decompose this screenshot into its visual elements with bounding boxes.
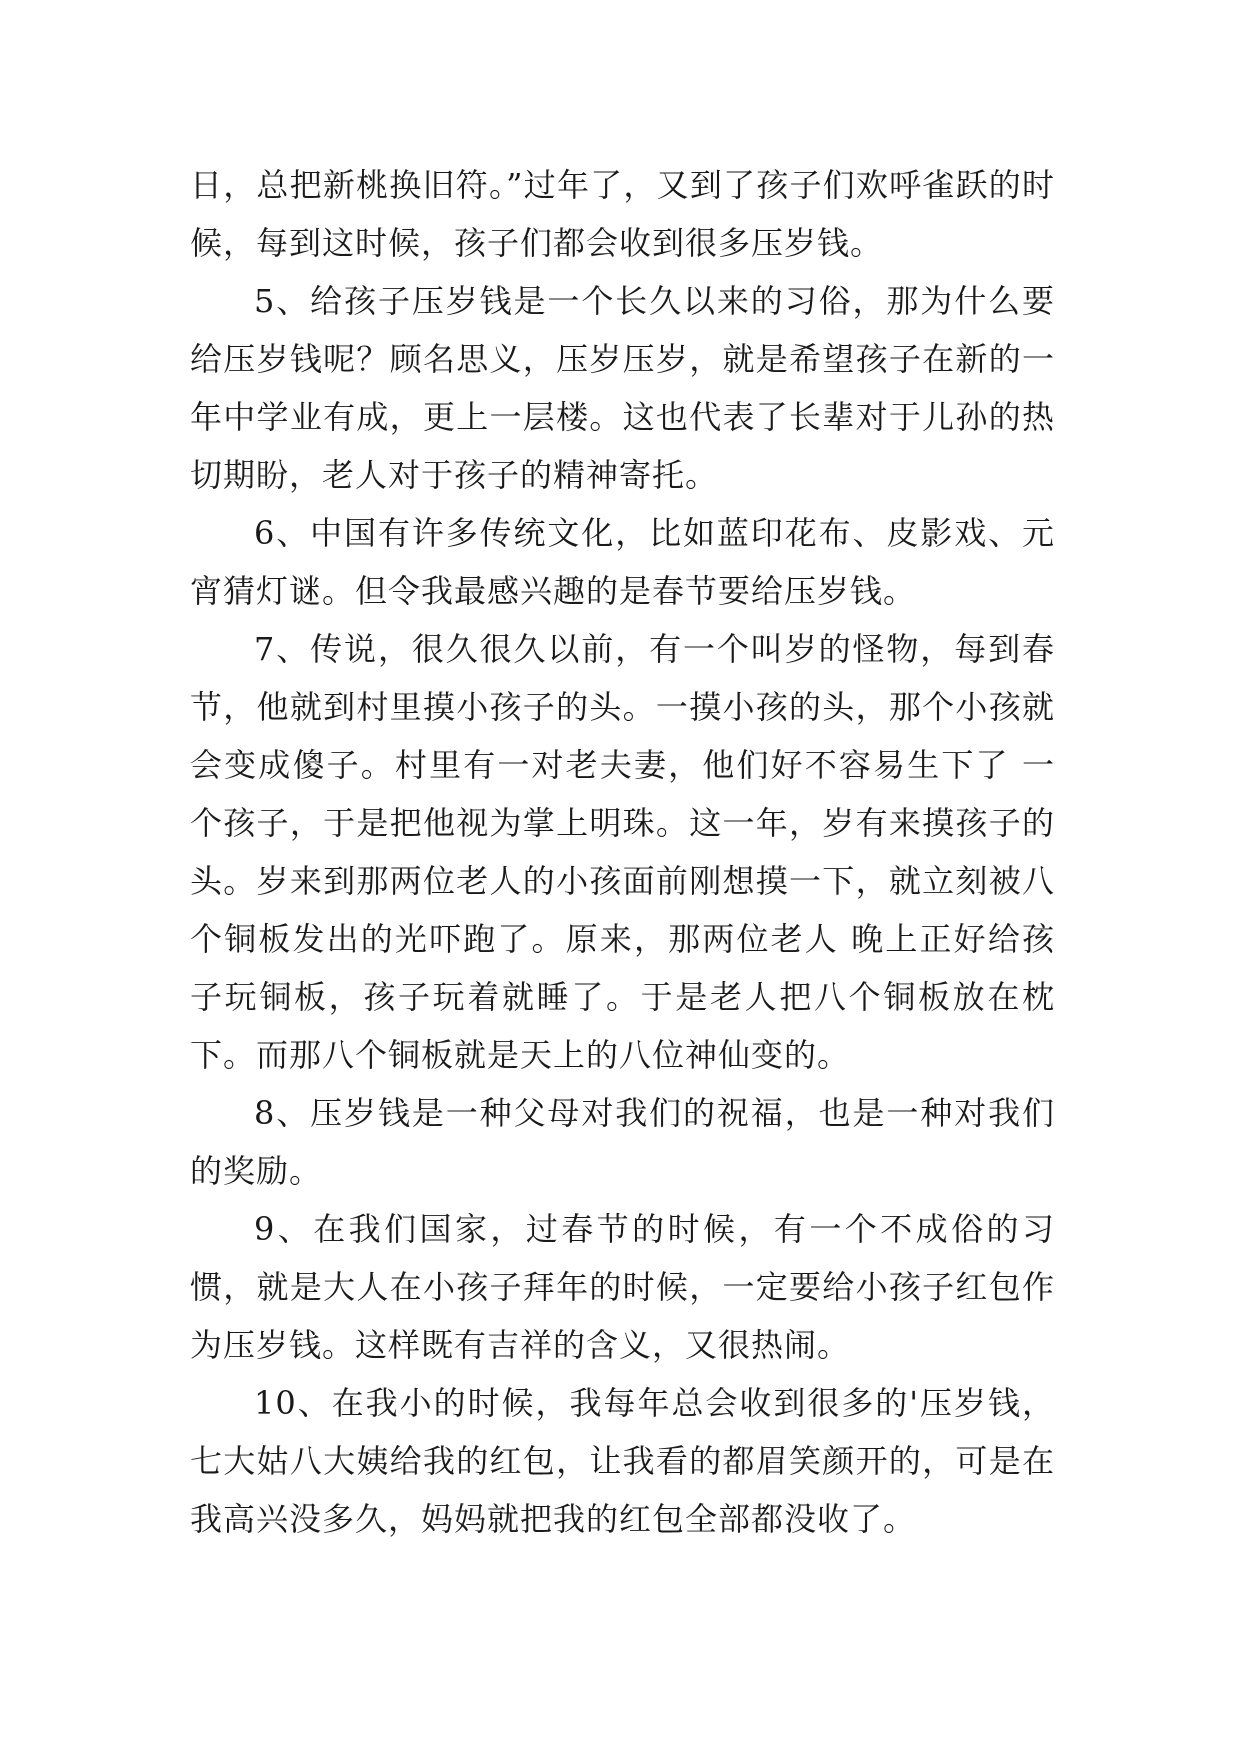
document-body — [190, 156, 1055, 1548]
paragraph-item-5: 5、给孩子压岁钱是一个长久以来的习俗，那为什么要给压岁钱呢？顾名思义，压岁压岁，就是希望孩子在新的一年中学业有成，更上一层楼。这也代表了长辈对于儿孙的热切期盼，老人对于孩子的精神寄托。 — [190, 282, 1055, 494]
paragraph-continuation: 日，总把新桃换旧符。”过年了，又到了孩子们欢呼雀跃的时候，每到这时候，孩子们都会收到很多压岁钱。 — [190, 166, 1055, 262]
paragraph-item-9: 9、在我们国家，过春节的时候，有一个不成俗的习惯，就是大人在小孩子拜年的时候，一定要给小孩子红包作为压岁钱。这样既有吉祥的含义，又很热闹。 — [190, 1210, 1055, 1364]
paragraph-item-10: 10、在我小的时候，我每年总会收到很多的'压岁钱，七大姑八大姨给我的红包，让我看的都眉笑颜开的，可是在我高兴没多久，妈妈就把我的红包全部都没收了。 — [190, 1384, 1055, 1538]
paragraph-item-8: 8、压岁钱是一种父母对我们的祝福，也是一种对我们的奖励。 — [190, 1094, 1055, 1190]
paragraph-item-6: 6、中国有许多传统文化，比如蓝印花布、皮影戏、元宵猜灯谜。但令我最感兴趣的是春节要给压岁钱。 — [190, 514, 1055, 610]
paragraph-item-7: 7、传说，很久很久以前，有一个叫岁的怪物，每到春节，他就到村里摸小孩子的头。一摸小孩的头，那个小孩就会变成傻子。村里有一对老夫妻，他们好不容易生下了 一个孩子，于是把他视为掌上明珠。这一年，岁有来摸孩子的头。岁来到那两位老人的小孩面前刚想摸一下，就立刻被八个铜板发出的光吓跑了。原来，那两位老人 晚上正好给孩子玩铜板，孩子玩着就睡了。于是老人把八个铜板放在枕下。而那八个铜板就是天上的八位神仙变的。 — [190, 630, 1055, 1074]
